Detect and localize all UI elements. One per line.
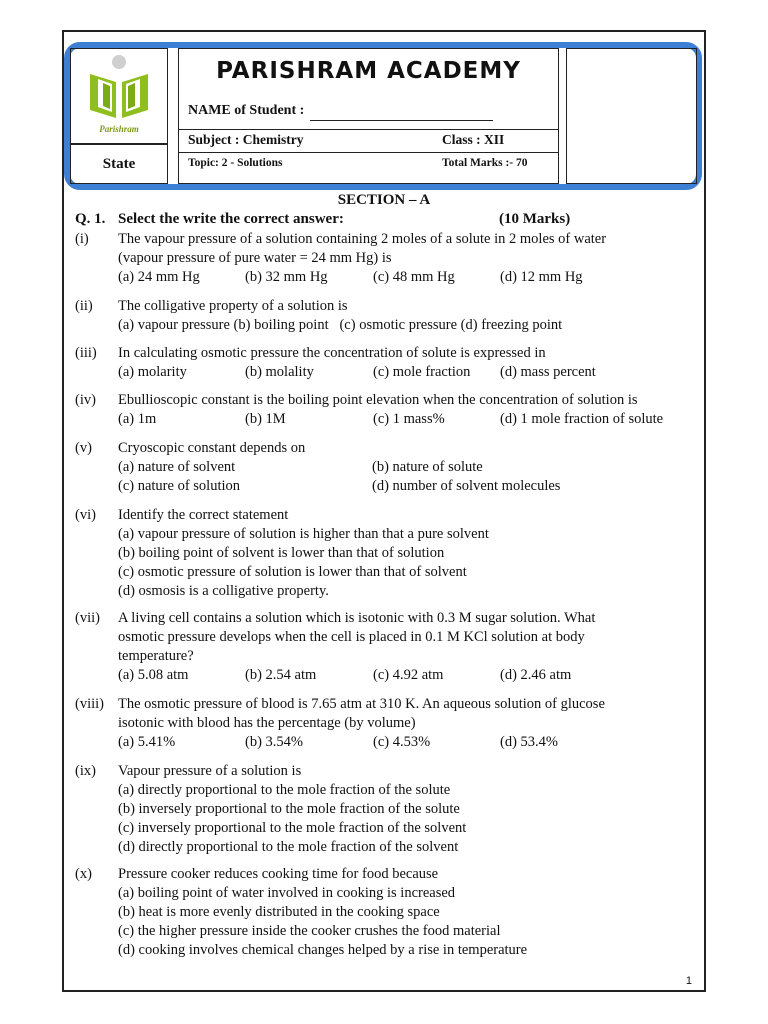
divider [178,129,559,130]
student-name-line[interactable] [310,120,493,121]
option-d[interactable]: (d) 2.46 atm [500,667,572,683]
option-b[interactable]: (b) 2.54 atm [245,667,317,683]
section-title: SECTION – A [337,192,431,208]
option-d[interactable]: (d) 53.4% [500,734,558,750]
question-text: osmotic pressure develops when the cell is placed in 0.1 M KCl solution at body [118,629,585,645]
subject-label: Subject : Chemistry [188,132,304,147]
option-a[interactable]: (a) directly proportional to the mole fraction of the solute [118,782,451,798]
question-text: The colligative property of a solution is [118,298,348,314]
q1-marks: (10 Marks) [499,211,571,227]
option-d[interactable]: (d) 1 mole fraction of solute [500,411,664,427]
question-number: (vii) [75,610,100,626]
total-marks-label: Total Marks :- 70 [442,157,528,169]
option-b[interactable]: (b) molality [245,364,314,380]
option-d[interactable]: (d) 12 mm Hg [500,269,583,285]
option-b[interactable]: (b) 3.54% [245,734,303,750]
option-d[interactable]: (d) directly proportional to the mole fraction of the solvent [118,839,459,855]
class-label: Class : XII [442,132,505,147]
option-c[interactable]: (c) mole fraction [373,364,471,380]
option-c[interactable]: (c) nature of solution [118,478,241,494]
topic-label: Topic: 2 - Solutions [188,157,283,169]
question-number: (iv) [75,392,96,408]
question-number: (iii) [75,345,97,361]
student-name-label: NAME of Student : [188,103,305,118]
question-text: The osmotic pressure of blood is 7.65 atm at 310 K. An aqueous solution of glucose [118,696,605,712]
option-d[interactable]: (d) number of solvent molecules [372,478,561,494]
option-b[interactable]: (b) 32 mm Hg [245,269,328,285]
option-c[interactable]: (c) the higher pressure inside the cooker crushes the food material [118,923,501,939]
question-number: (ix) [75,763,96,779]
option-a[interactable]: (a) boiling point of water involved in cooking is increased [118,885,456,901]
option-a[interactable]: (a) 5.08 atm [118,667,189,683]
book-logo-icon [76,52,162,124]
question-text: Pressure cooker reduces cooking time for food because [118,866,439,882]
academy-logo [76,52,162,140]
option-c[interactable]: (c) 4.53% [373,734,431,750]
question-number: (v) [75,440,92,456]
question-text: The vapour pressure of a solution containing 2 moles of a solute in 2 moles of water [118,231,607,247]
option-a[interactable]: (a) 5.41% [118,734,176,750]
question-text: (vapour pressure of pure water = 24 mm Hg) is [118,250,392,266]
option-a[interactable]: (a) vapour pressure of solution is higher than that a pure solvent [118,526,489,542]
question-number: (ii) [75,298,93,314]
option-a[interactable]: (a) nature of solvent [118,459,236,475]
option-d[interactable]: (d) cooking involves chemical changes helped by a rise in temperature [118,942,528,958]
page-number: 1 [685,975,692,987]
blank-box [566,48,697,184]
option-a[interactable]: (a) 1m [118,411,157,427]
option-b[interactable]: (b) nature of solute [372,459,483,475]
question-text: Cryoscopic constant depends on [118,440,306,456]
question-number: (vi) [75,507,96,523]
option-b[interactable]: (b) inversely proportional to the mole fraction of the solute [118,801,460,817]
question-number: (viii) [75,696,104,712]
question-text: Identify the correct statement [118,507,289,523]
question-text: Ebullioscopic constant is the boiling point elevation when the concentration of solution is [118,392,638,408]
divider [178,152,559,153]
question-number: (i) [75,231,89,247]
question-text: Vapour pressure of a solution is [118,763,302,779]
option-c[interactable]: (c) 48 mm Hg [373,269,455,285]
question-number: (x) [75,866,92,882]
question-text: A living cell contains a solution which is isotonic with 0.3 M sugar solution. What [118,610,596,626]
q1-instruction: Select the write the correct answer: [118,211,344,227]
q1-number: Q. 1. [75,211,106,227]
logo-text: Parishram [99,124,139,134]
question-text: In calculating osmotic pressure the concentration of solute is expressed in [118,345,546,361]
option-c[interactable]: (c) 4.92 atm [373,667,444,683]
option-c[interactable]: (c) osmotic pressure of solution is lower than that of solvent [118,564,467,580]
option-a[interactable]: (a) molarity [118,364,187,380]
option-d[interactable]: (d) mass percent [500,364,596,380]
question-text: isotonic with blood has the percentage (by volume) [118,715,416,731]
option-b[interactable]: (b) boiling point of solvent is lower than that of solution [118,545,445,561]
option-b[interactable]: (b) heat is more evenly distributed in the cooking space [118,904,440,920]
option-d[interactable]: (d) osmosis is a colligative property. [118,583,329,599]
state-cell: State [70,144,168,184]
question-text: temperature? [118,648,194,664]
option-c[interactable]: (c) inversely proportional to the mole fraction of the solvent [118,820,467,836]
option-c[interactable]: (c) 1 mass% [373,411,445,427]
academy-title: PARISHRAM ACADEMY [216,58,521,84]
options-line[interactable]: (a) vapour pressure (b) boiling point (c) osmotic pressure (d) freezing point [118,317,563,333]
option-b[interactable]: (b) 1M [245,411,286,427]
option-a[interactable]: (a) 24 mm Hg [118,269,200,285]
